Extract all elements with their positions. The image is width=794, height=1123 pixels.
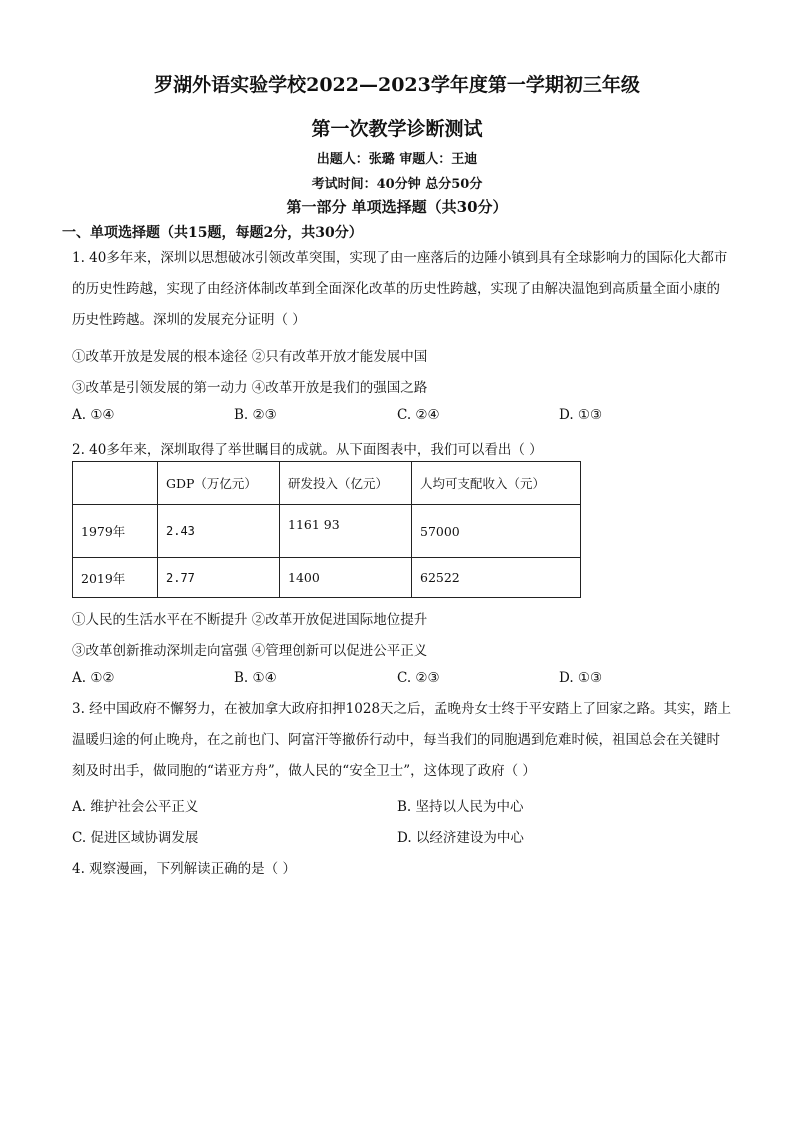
question-3-option-b[interactable]: B. 坚持以人民为中心 bbox=[397, 799, 524, 815]
table-header-cell: GDP（万亿元） bbox=[158, 462, 280, 505]
question-2-option-a[interactable]: A. ①② bbox=[72, 670, 115, 686]
question-4-text: 4. 观察漫画，下列解读正确的是（ ） bbox=[72, 861, 296, 877]
question-1-option-d[interactable]: D. ①③ bbox=[559, 407, 603, 423]
question-1-statements-b: ③改革是引领发展的第一动力 ④改革开放是我们的强国之路 bbox=[72, 380, 428, 396]
part-heading: 第一部分 单项选择题（共30分） bbox=[286, 198, 508, 216]
question-2-statements-b: ③改革创新推动深圳走向富强 ④管理创新可以促进公平正义 bbox=[72, 643, 428, 659]
question-1-option-c[interactable]: C. ②④ bbox=[397, 407, 440, 423]
question-1-option-b[interactable]: B. ②③ bbox=[234, 407, 277, 423]
table-header-cell: 人均可支配收入（元） bbox=[412, 462, 581, 505]
question-1-text: 1. 40多年来，深圳以思想破冰引领改革突围，实现了由一座落后的边陲小镇到具有全球影响力的国际化大都市的历史性跨越，实现了由经济体制改革到全面深化改革的历史性跨越，实现了由解决温饱到高质量全面小康的历史性跨越。深圳的发展充分证明（ ） bbox=[72, 250, 728, 328]
question-2-option-b[interactable]: B. ①④ bbox=[234, 670, 277, 686]
table-cell: 62522 bbox=[412, 558, 581, 598]
question-3-option-d[interactable]: D. 以经济建设为中心 bbox=[397, 830, 524, 846]
table-header-row bbox=[73, 462, 581, 505]
table-row bbox=[73, 558, 581, 598]
exam-title: 罗湖外语实验学校2022—2023学年度第一学期初三年级 bbox=[154, 74, 640, 96]
table-cell: 1979年 bbox=[73, 505, 158, 558]
question-3-option-a[interactable]: A. 维护社会公平正义 bbox=[72, 799, 199, 815]
section-heading: 一、单项选择题（共15题，每题2分，共30分） bbox=[62, 225, 363, 241]
table-cell: 2.77 bbox=[158, 558, 280, 598]
table-cell: 1161 93 bbox=[280, 505, 412, 558]
table-header-cell bbox=[73, 462, 158, 505]
exam-subtitle: 第一次教学诊断测试 bbox=[311, 118, 483, 140]
table-cell: 57000 bbox=[412, 505, 581, 558]
exam-info-line: 考试时间：40分钟 总分50分 bbox=[311, 177, 483, 192]
data-table bbox=[72, 461, 581, 598]
question-2-statements-a: ①人民的生活水平在不断提升 ②改革开放促进国际地位提升 bbox=[72, 612, 428, 628]
question-2-option-c[interactable]: C. ②③ bbox=[397, 670, 440, 686]
table-row bbox=[73, 505, 581, 558]
table-header-cell: 研发投入（亿元） bbox=[280, 462, 412, 505]
question-3-option-c[interactable]: C. 促进区域协调发展 bbox=[72, 830, 199, 846]
table-cell: 2019年 bbox=[73, 558, 158, 598]
question-3-text: 3. 经中国政府不懈努力，在被加拿大政府扣押1028天之后，孟晚舟女士终于平安踏上了回家之路。其实，踏上温暖归途的何止晚舟，在之前也门、阿富汗等撤侨行动中，每当我们的同胞遇到危难时候，祖国总会在关键时刻及时出手，做同胞的“诺亚方舟”，做人民的“安全卫士”，这体现了政府（ ） bbox=[72, 701, 732, 779]
question-2-option-d[interactable]: D. ①③ bbox=[559, 670, 603, 686]
question-2-text: 2. 40多年来，深圳取得了举世瞩目的成就。从下面图表中，我们可以看出（ ） bbox=[72, 442, 543, 458]
table-cell: 2.43 bbox=[158, 505, 280, 558]
question-1-statements-a: ①改革开放是发展的根本途径 ②只有改革开放才能发展中国 bbox=[72, 349, 428, 365]
authors-line: 出题人：张璐 审题人：王迪 bbox=[316, 152, 478, 167]
table-cell: 1400 bbox=[280, 558, 412, 598]
question-1-option-a[interactable]: A. ①④ bbox=[72, 407, 115, 423]
